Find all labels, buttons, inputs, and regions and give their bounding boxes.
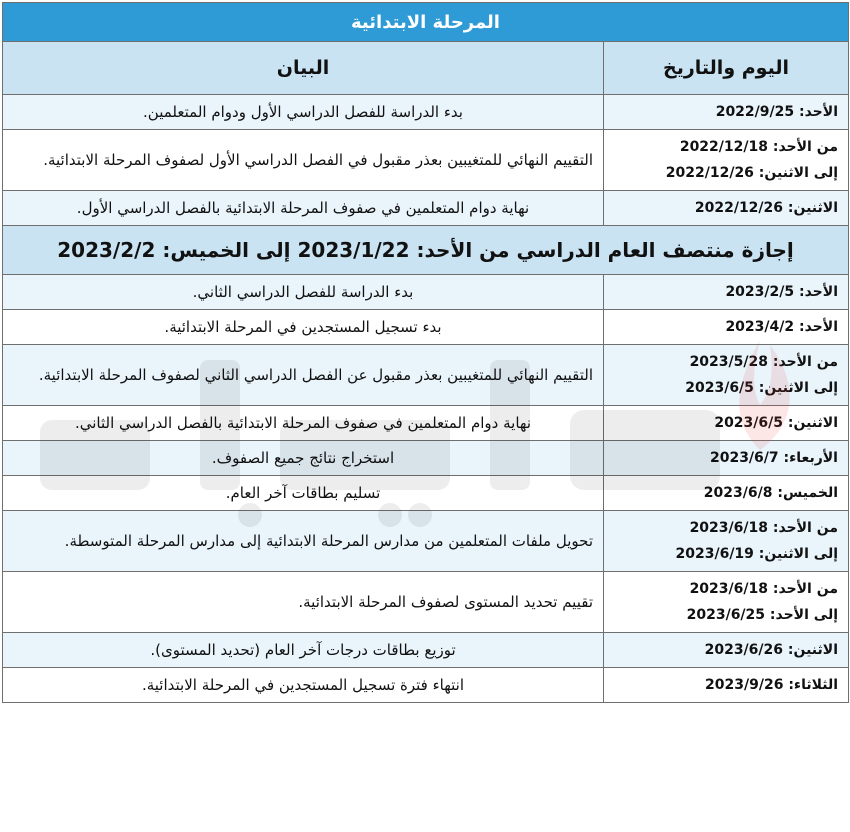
date-line: إلى الاثنين: 2023/6/19 [675,546,838,562]
header-date: اليوم والتاريخ [604,42,849,95]
date-cell [604,310,849,345]
description-cell: توزيع بطاقات درجات آخر العام (تحديد المستوى). [3,633,604,668]
description-cell: التقييم النهائي للمتغيبين بعذر مقبول في الفصل الدراسي الأول لصفوف المرحلة الابتدائية. [3,130,604,191]
date-cell [604,275,849,310]
date-cell [604,345,849,406]
title-row [3,3,849,42]
header-row [3,42,849,95]
table-title: المرحلة الابتدائية [3,3,849,42]
description-cell: انتهاء فترة تسجيل المستجدين في المرحلة الابتدائية. [3,668,604,703]
table-row [3,95,849,130]
description-cell: تسليم بطاقات آخر العام. [3,476,604,511]
date-line: من الأحد: 2023/6/18 [689,520,838,536]
date-cell [604,668,849,703]
midyear-break-row [3,226,849,275]
date-line: من الأحد: 2023/6/18 [689,581,838,597]
table-row [3,275,849,310]
date-line: الأربعاء: 2023/6/7 [709,450,838,466]
date-line: الخميس: 2023/6/8 [703,485,838,501]
table-row [3,191,849,226]
table-row [3,668,849,703]
table-row [3,572,849,633]
date-line: الأحد: 2022/9/25 [715,104,838,120]
description-cell: بدء الدراسة للفصل الدراسي الأول ودوام المتعلمين. [3,95,604,130]
table-row [3,406,849,441]
date-line: من الأحد: 2023/5/28 [689,354,838,370]
date-line: الأحد: 2023/2/5 [725,284,838,300]
date-cell [604,406,849,441]
date-line: الأحد: 2023/4/2 [725,319,838,335]
table-row [3,511,849,572]
date-cell [604,95,849,130]
date-cell [604,511,849,572]
date-cell [604,633,849,668]
description-cell: التقييم النهائي للمتغيبين بعذر مقبول عن الفصل الدراسي الثاني لصفوف المرحلة الابتدائية. [3,345,604,406]
table-row [3,310,849,345]
header-description: البيان [3,42,604,95]
description-cell: بدء تسجيل المستجدين في المرحلة الابتدائية. [3,310,604,345]
date-line: الاثنين: 2023/6/5 [714,415,838,431]
table-row [3,130,849,191]
description-cell: تحويل ملفات المتعلمين من مدارس المرحلة الابتدائية إلى مدارس المرحلة المتوسطة. [3,511,604,572]
table-row [3,345,849,406]
date-line: من الأحد: 2022/12/18 [679,139,838,155]
date-line: الاثنين: 2022/12/26 [694,200,838,216]
date-cell [604,130,849,191]
date-line: إلى الاثنين: 2022/12/26 [665,165,838,181]
description-cell: تقييم تحديد المستوى لصفوف المرحلة الابتدائية. [3,572,604,633]
description-cell: بدء الدراسة للفصل الدراسي الثاني. [3,275,604,310]
description-cell: نهاية دوام المتعلمين في صفوف المرحلة الابتدائية بالفصل الدراسي الأول. [3,191,604,226]
date-line: إلى الأحد: 2023/6/25 [686,607,838,623]
date-line: إلى الاثنين: 2023/6/5 [685,380,838,396]
date-cell [604,441,849,476]
date-cell [604,476,849,511]
schedule-table [2,2,849,703]
description-cell: نهاية دوام المتعلمين في صفوف المرحلة الابتدائية بالفصل الدراسي الثاني. [3,406,604,441]
date-cell [604,191,849,226]
date-line: الاثنين: 2023/6/26 [704,642,838,658]
table-row [3,476,849,511]
table-row [3,441,849,476]
description-cell: استخراج نتائج جميع الصفوف. [3,441,604,476]
date-cell [604,572,849,633]
table-row [3,633,849,668]
midyear-break-text: إجازة منتصف العام الدراسي من الأحد: 2023/1/22 إلى الخميس: 2023/2/2 [3,226,849,275]
date-line: الثلاثاء: 2023/9/26 [705,677,838,693]
